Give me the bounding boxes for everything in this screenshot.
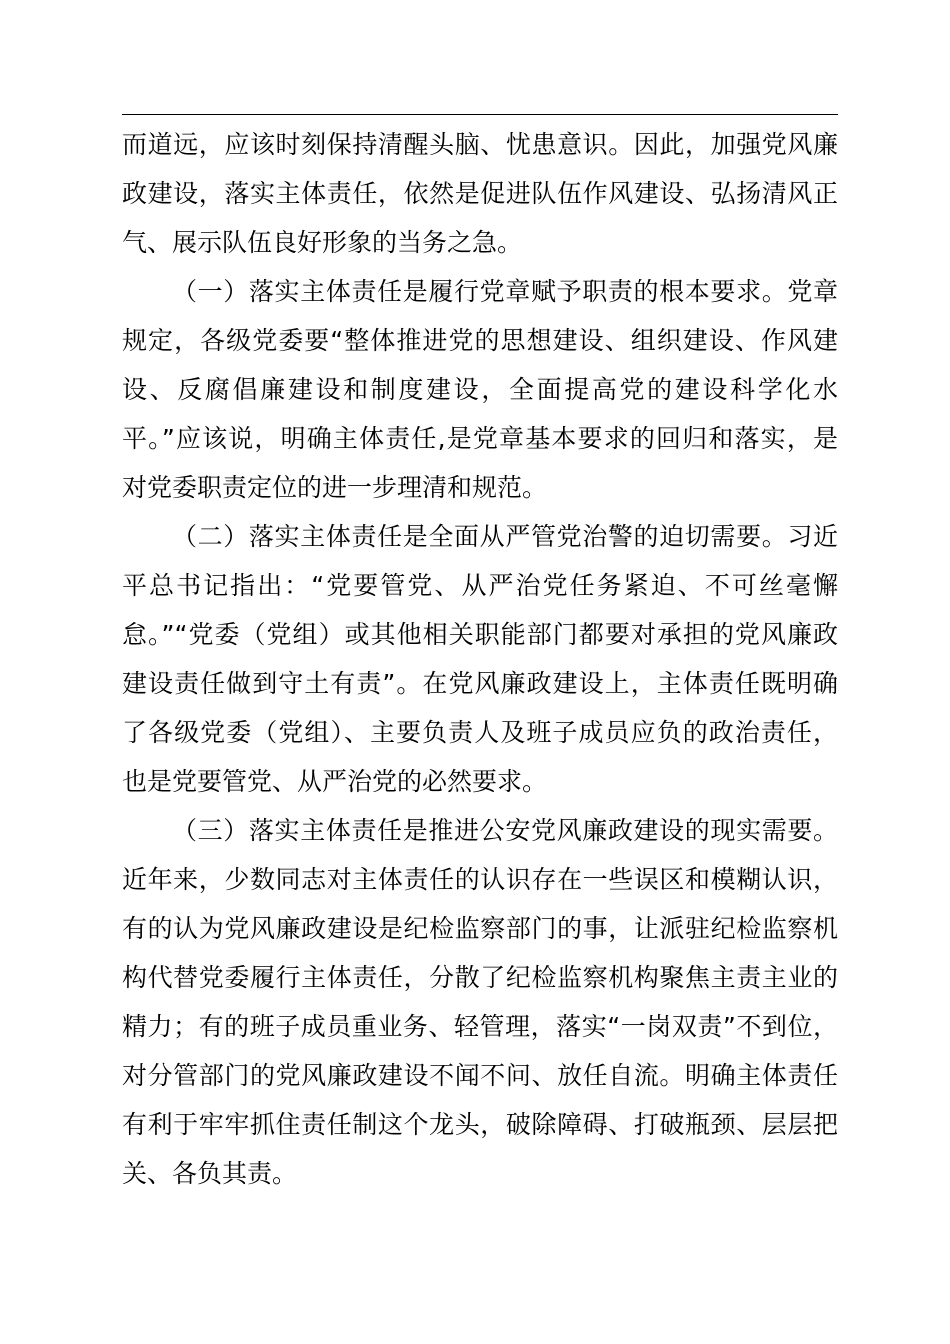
text-line: 对分管部门的党风廉政建设不闻不问、放任自流。明确主体责任 bbox=[122, 1061, 838, 1090]
text-line: 平。”应该说，明确主体责任,是党章基本要求的回归和落实，是 bbox=[122, 424, 838, 453]
text-line: 而道远，应该时刻保持清醒头脑、忧患意识。因此，加强党风廉 bbox=[122, 130, 838, 159]
text-line: 近年来，少数同志对主体责任的认识存在一些误区和模糊认识， bbox=[122, 865, 838, 894]
text-line: 对党委职责定位的进一步理清和规范。 bbox=[122, 473, 548, 502]
text-line: 政建设，落实主体责任，依然是促进队伍作风建设、弘扬清风正 bbox=[122, 179, 838, 208]
text-line: 建设责任做到守土有责”。在党风廉政建设上，主体责任既明确 bbox=[122, 669, 838, 698]
text-line: 有的认为党风廉政建设是纪检监察部门的事，让派驻纪检监察机 bbox=[122, 914, 838, 943]
text-line: 构代替党委履行主体责任，分散了纪检监察机构聚焦主责主业的 bbox=[122, 963, 838, 992]
text-line: 设、反腐倡廉建设和制度建设，全面提高党的建设科学化水 bbox=[122, 375, 838, 404]
text-line: 精力；有的班子成员重业务、轻管理，落实“一岗双责”不到位， bbox=[122, 1012, 838, 1041]
text-line: （一）落实主体责任是履行党章赋予职责的根本要求。党章 bbox=[172, 277, 838, 306]
document-body bbox=[122, 120, 838, 1198]
text-line: 怠。”“党委（党组）或其他相关职能部门都要对承担的党风廉政 bbox=[122, 620, 838, 649]
text-line: 平总书记指出：“党要管党、从严治党任务紧迫、不可丝毫懈 bbox=[122, 571, 838, 600]
text-line: 规定，各级党委要“整体推进党的思想建设、组织建设、作风建 bbox=[122, 326, 838, 355]
text-line: （二）落实主体责任是全面从严管党治警的迫切需要。习近 bbox=[172, 522, 838, 551]
text-line: 也是党要管党、从严治党的必然要求。 bbox=[122, 767, 548, 796]
header-rule bbox=[122, 114, 838, 115]
text-line: 气、展示队伍良好形象的当务之急。 bbox=[122, 228, 523, 257]
text-line: 了各级党委（党组）、主要负责人及班子成员应负的政治责任， bbox=[122, 718, 838, 747]
text-line: 关、各负其责。 bbox=[122, 1159, 298, 1188]
text-line: 有利于牢牢抓住责任制这个龙头，破除障碍、打破瓶颈、层层把 bbox=[122, 1110, 838, 1139]
text-line: （三）落实主体责任是推进公安党风廉政建设的现实需要。 bbox=[172, 816, 838, 845]
